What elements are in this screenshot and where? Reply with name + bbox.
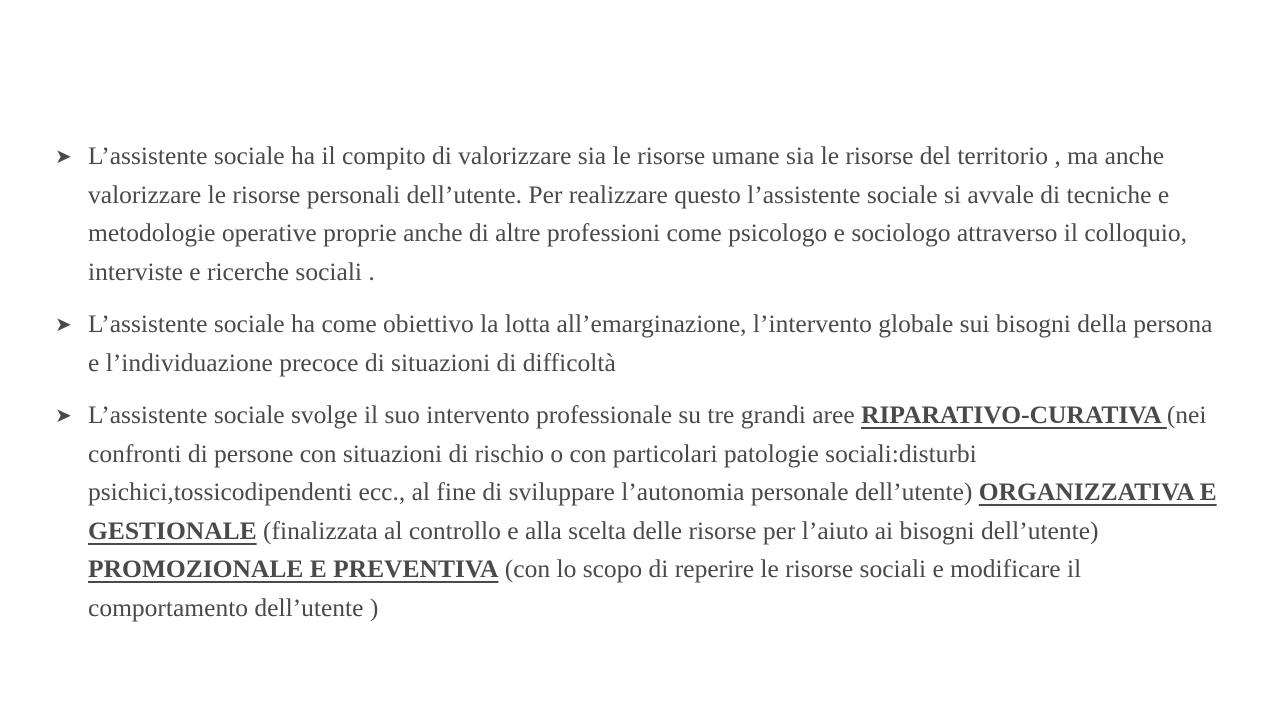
bullet-text: L’assistente sociale ha il compito di valorizzare sia le risorse umane sia le risorse del territorio , ma anche valorizzare le risorse personali dell’utente. Per realizzare questo l’assistente sociale si avvale di tecniche e metodologie operative proprie anche di altre professioni come psicologo e sociologo attraverso il colloquio, interviste e ricerche sociali . bbox=[88, 141, 1188, 286]
area-promozionale-preventiva: PROMOZIONALE E PREVENTIVA bbox=[88, 554, 499, 583]
arrow-bullet-icon: ➤ bbox=[55, 403, 72, 427]
bullet-item-3 bbox=[55, 396, 1230, 627]
area-riparativo-description: (nei confronti di persone con situazioni di rischio o con particolari patologie sociali:disturbi psichici,tossicodipendenti ecc., al fine di sviluppare l’autonomia personale dell’utente) bbox=[88, 400, 1207, 506]
bullet-item-1 bbox=[55, 137, 1230, 291]
bullet-item-2 bbox=[55, 305, 1230, 382]
area-riparativo-curativa: RIPARATIVO-CURATIVA bbox=[861, 400, 1167, 429]
area-promozionale-description: (con lo scopo di reperire le risorse sociali e modificare il comportamento dell’utente ) bbox=[88, 554, 1082, 622]
bullet-text: L’assistente sociale ha come obiettivo la lotta all’emarginazione, l’intervento globale sui bisogni della persona e l’individuazione precoce di situazioni di difficoltà bbox=[88, 309, 1213, 377]
bullet-list bbox=[55, 137, 1230, 641]
area-organizzativa-gestionale: ORGANIZZATIVA E GESTIONALE bbox=[88, 477, 1217, 545]
area-organizzativa-description: (finalizzata al controllo e alla scelta delle risorse per l’aiuto ai bisogni dell’utente) bbox=[256, 515, 1099, 545]
arrow-bullet-icon: ➤ bbox=[55, 144, 72, 168]
arrow-bullet-icon: ➤ bbox=[55, 312, 72, 336]
bullet-intro-text: L’assistente sociale svolge il suo intervento professionale su tre grandi aree bbox=[88, 400, 862, 429]
